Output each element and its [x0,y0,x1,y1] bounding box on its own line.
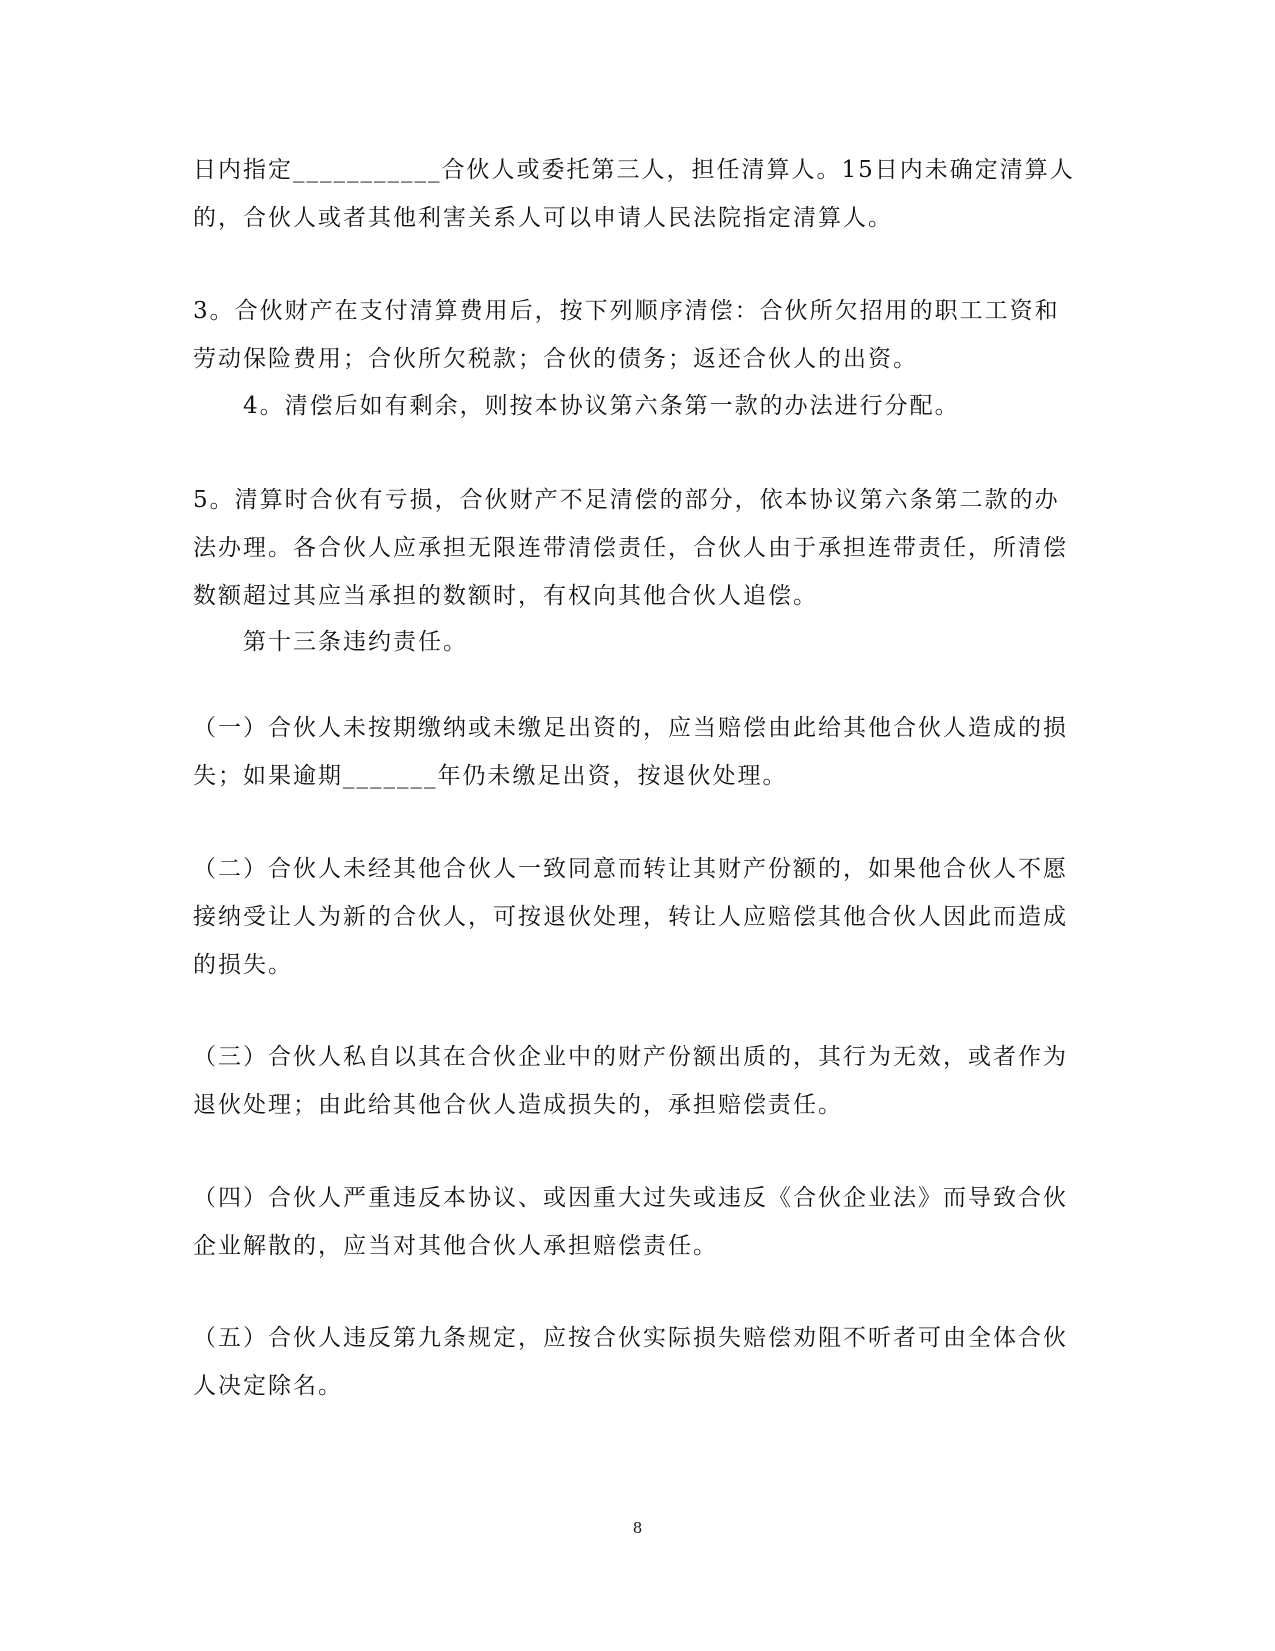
paragraph-remaining-distribution: 4。清偿后如有剩余，则按本协议第六条第一款的办法进行分配。 [243,393,960,419]
clause-1: （一）合伙人未按期缴纳或未缴足出资的，应当赔偿由此给其他合伙人造成的损失；如果逾期_______年仍未缴足出资，按退伙处理。 [193,715,1068,789]
clause-2: （二）合伙人未经其他合伙人一致同意而转让其财产份额的，如果他合伙人不愿接纳受让人为新的合伙人，可按退伙处理，转让人应赔偿其他合伙人因此而造成的损失。 [193,856,1068,978]
article-13-heading: 第十三条违约责任。 [243,629,468,655]
paragraph-repayment-order: 3。合伙财产在支付清算费用后，按下列顺序清偿：合伙所欠招用的职工工资和劳动保险费用；合伙所欠税款；合伙的债务；返还合伙人的出资。 [193,298,1060,372]
paragraph-liquidator-appointment: 日内指定___________合伙人或委托第三人，担任清算人。15日内未确定清算人的，合伙人或者其他利害关系人可以申请人民法院指定清算人。 [193,157,1075,231]
clause-3: （三）合伙人私自以其在合伙企业中的财产份额出质的，其行为无效，或者作为退伙处理；由此给其他合伙人造成损失的，承担赔偿责任。 [193,1044,1068,1118]
page-number: 8 [632,1519,643,1537]
paragraph-liquidation-loss: 5。清算时合伙有亏损，合伙财产不足清偿的部分，依本协议第六条第二款的办法办理。各合伙人应承担无限连带清偿责任，合伙人由于承担连带责任，所清偿数额超过其应当承担的数额时，有权向其他合伙人追偿。 [193,487,1068,609]
clause-5: （五）合伙人违反第九条规定，应按合伙实际损失赔偿劝阻不听者可由全体合伙人决定除名。 [193,1325,1068,1399]
clause-4: （四）合伙人严重违反本协议、或因重大过失或违反《合伙企业法》而导致合伙企业解散的，应当对其他合伙人承担赔偿责任。 [193,1185,1068,1259]
